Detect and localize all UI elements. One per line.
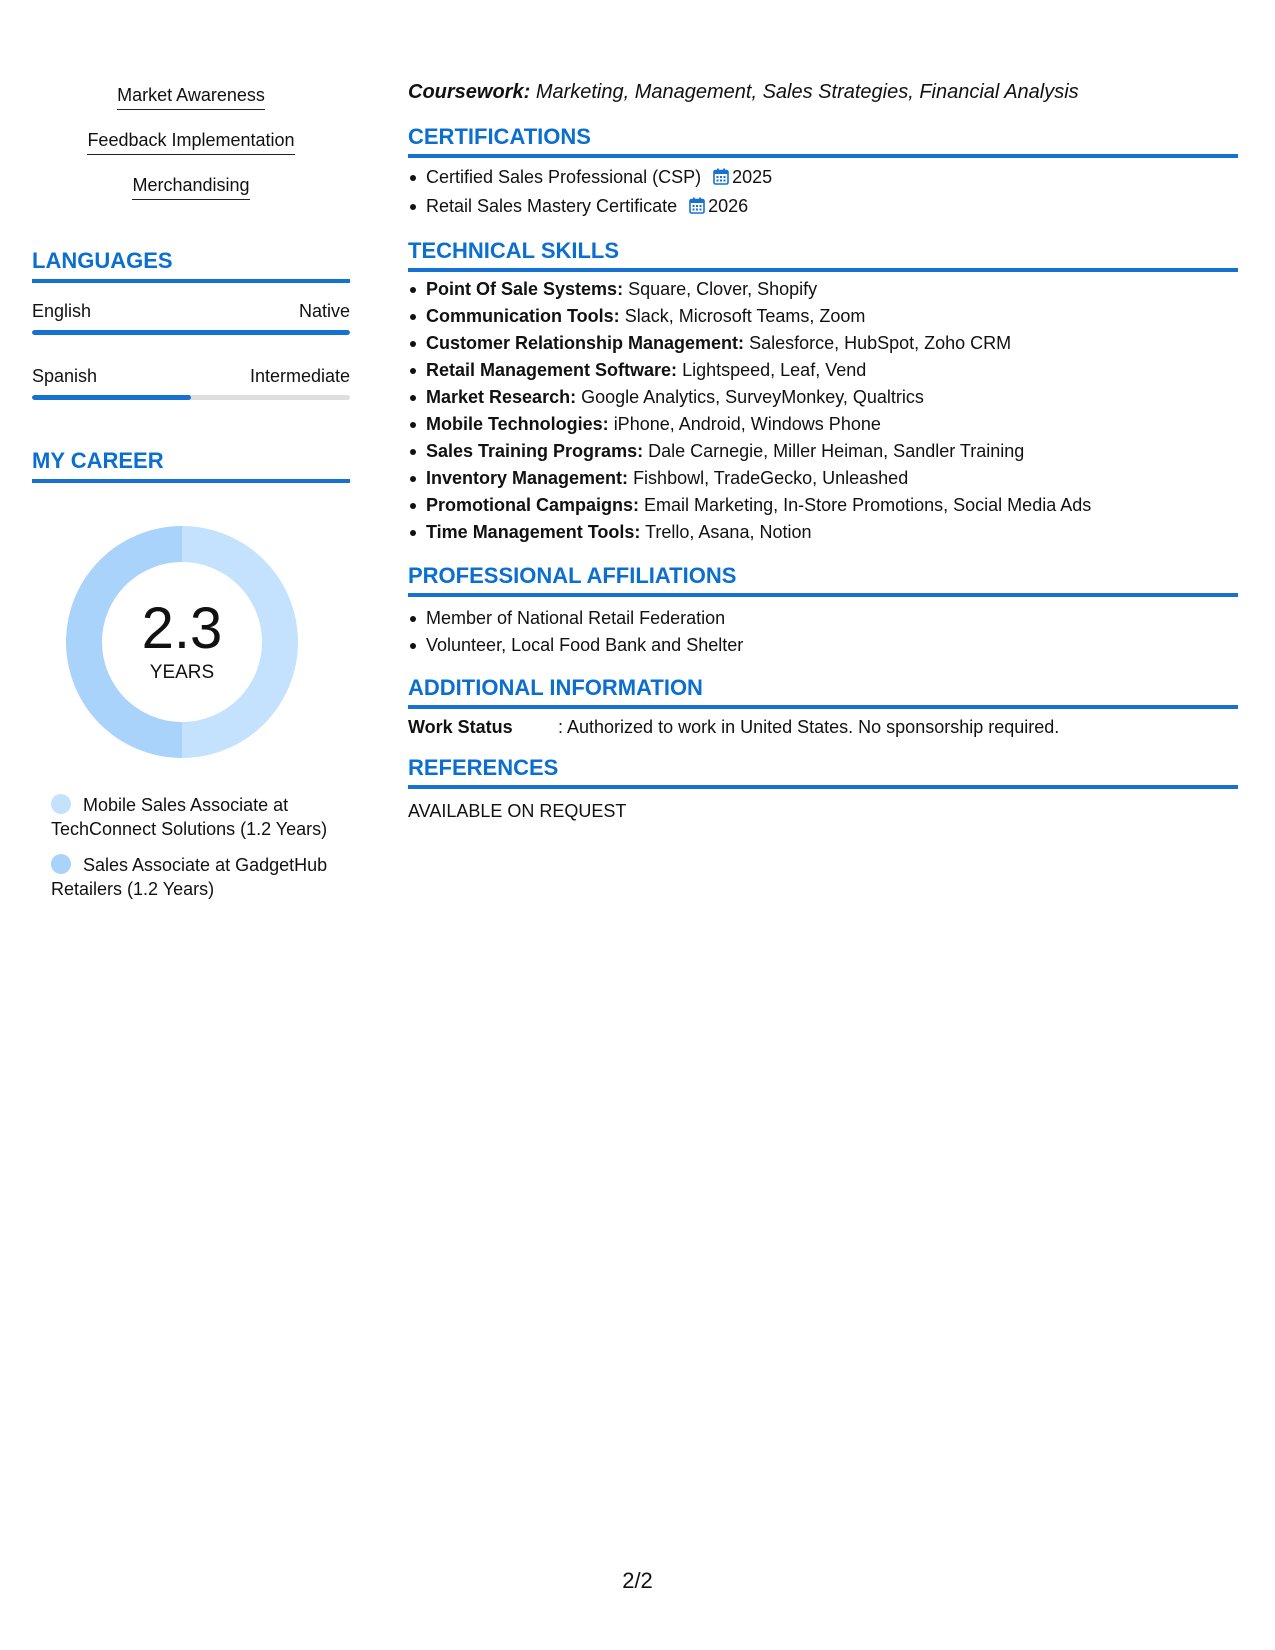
skill-value: Email Marketing, In-Store Promotions, Social Media Ads (644, 495, 1092, 515)
skill-value: iPhone, Android, Windows Phone (613, 414, 881, 434)
skill-value: Square, Clover, Shopify (628, 279, 818, 299)
skill-value: Lightspeed, Leaf, Vend (682, 360, 867, 380)
skill-label: Inventory Management: (426, 468, 629, 488)
skill-value: Dale Carnegie, Miller Heiman, Sandler Training (648, 441, 1025, 461)
page-number: 2/2 (622, 1568, 653, 1593)
languages-title: LANGUAGES (32, 248, 350, 283)
affiliation-item: Volunteer, Local Food Bank and Shelter (408, 632, 1238, 659)
skill-item (408, 465, 1238, 492)
skill-value: Google Analytics, SurveyMonkey, Qualtrics (581, 387, 924, 407)
skill-item (408, 330, 1238, 357)
language-bar-fill (32, 330, 350, 335)
legend-label: Mobile Sales Associate at TechConnect Solutions (1.2 Years) (51, 795, 328, 839)
career-total-value: 2.3 (141, 596, 223, 661)
additional-info-title: ADDITIONAL INFORMATION (408, 675, 1238, 709)
certification-name: Certified Sales Professional (CSP) (426, 167, 702, 187)
certification-item (408, 193, 1238, 222)
certification-name: Retail Sales Mastery Certificate (426, 196, 678, 216)
skill-label: Point Of Sale Systems: (426, 279, 624, 299)
legend-dot (51, 794, 71, 814)
skill-value: Fishbowl, TradeGecko, Unleashed (633, 468, 909, 488)
coursework-text: Marketing, Management, Sales Strategies, Financial Analysis (535, 81, 1079, 103)
language-bar (32, 330, 350, 335)
calendar-icon (713, 166, 729, 193)
affiliations-section (408, 563, 1238, 659)
legend-item (51, 853, 331, 901)
career-section (32, 448, 350, 901)
technical-skills-list (408, 276, 1238, 546)
skill-label: Retail Management Software: (426, 360, 678, 380)
references-title: REFERENCES (408, 755, 1238, 789)
coursework (408, 80, 1238, 104)
skill-item (408, 411, 1238, 438)
certifications-section (408, 124, 1238, 222)
language-item (32, 300, 350, 335)
legend-item (51, 793, 331, 841)
language-item (32, 365, 350, 400)
language-name: English (32, 301, 92, 321)
references-section (408, 755, 1238, 823)
work-status-label: Work Status (408, 717, 513, 737)
skill-label: Market Research: (426, 387, 577, 407)
work-status-row (408, 715, 1238, 739)
affiliation-item: Member of National Retail Federation (408, 605, 1238, 632)
certification-item (408, 164, 1238, 193)
career-total-unit: YEARS (149, 662, 215, 683)
technical-skills-section (408, 238, 1238, 546)
certification-year: 2025 (732, 167, 773, 187)
skill-label: Mobile Technologies: (426, 414, 609, 434)
work-status-value: : Authorized to work in United States. No sponsorship required. (558, 717, 1060, 737)
skill-label: Time Management Tools: (426, 522, 641, 542)
technical-skills-title: TECHNICAL SKILLS (408, 238, 1238, 272)
references-text: AVAILABLE ON REQUEST (408, 801, 627, 821)
left-column (32, 84, 350, 913)
skill-tags (32, 84, 350, 219)
skill-label: Promotional Campaigns: (426, 495, 640, 515)
language-level: Intermediate (249, 366, 350, 386)
skill-tag: Market Awareness (117, 84, 265, 110)
language-name: Spanish (32, 366, 98, 386)
legend-dot (51, 854, 71, 874)
career-legend (51, 793, 331, 901)
career-donut-chart (66, 526, 298, 758)
skill-label: Sales Training Programs: (426, 441, 644, 461)
skill-tag: Feedback Implementation (87, 129, 294, 155)
skill-value: Salesforce, HubSpot, Zoho CRM (749, 333, 1012, 353)
calendar-icon (689, 195, 705, 222)
skill-item (408, 303, 1238, 330)
affiliations-title: PROFESSIONAL AFFILIATIONS (408, 563, 1238, 597)
language-bar-fill (32, 395, 191, 400)
skill-item (408, 276, 1238, 303)
additional-info-section (408, 675, 1238, 739)
languages-section (32, 248, 350, 400)
skill-item (408, 519, 1238, 546)
legend-label: Sales Associate at GadgetHub Retailers (1.2 Years) (51, 855, 328, 899)
affiliations-list (408, 605, 1238, 659)
skill-item (408, 438, 1238, 465)
right-column (408, 80, 1238, 823)
coursework-label: Coursework: (408, 81, 531, 103)
skill-item (408, 384, 1238, 411)
skill-label: Communication Tools: (426, 306, 620, 326)
skill-item (408, 357, 1238, 384)
language-level: Native (298, 301, 350, 321)
skill-item (408, 492, 1238, 519)
certifications-title: CERTIFICATIONS (408, 124, 1238, 158)
skill-tag: Merchandising (132, 174, 249, 200)
career-title: MY CAREER (32, 448, 350, 483)
skill-value: Slack, Microsoft Teams, Zoom (624, 306, 866, 326)
skill-label: Customer Relationship Management: (426, 333, 745, 353)
certifications-list (408, 164, 1238, 222)
language-bar (32, 395, 350, 400)
certification-year: 2026 (708, 196, 749, 216)
skill-value: Trello, Asana, Notion (645, 522, 812, 542)
